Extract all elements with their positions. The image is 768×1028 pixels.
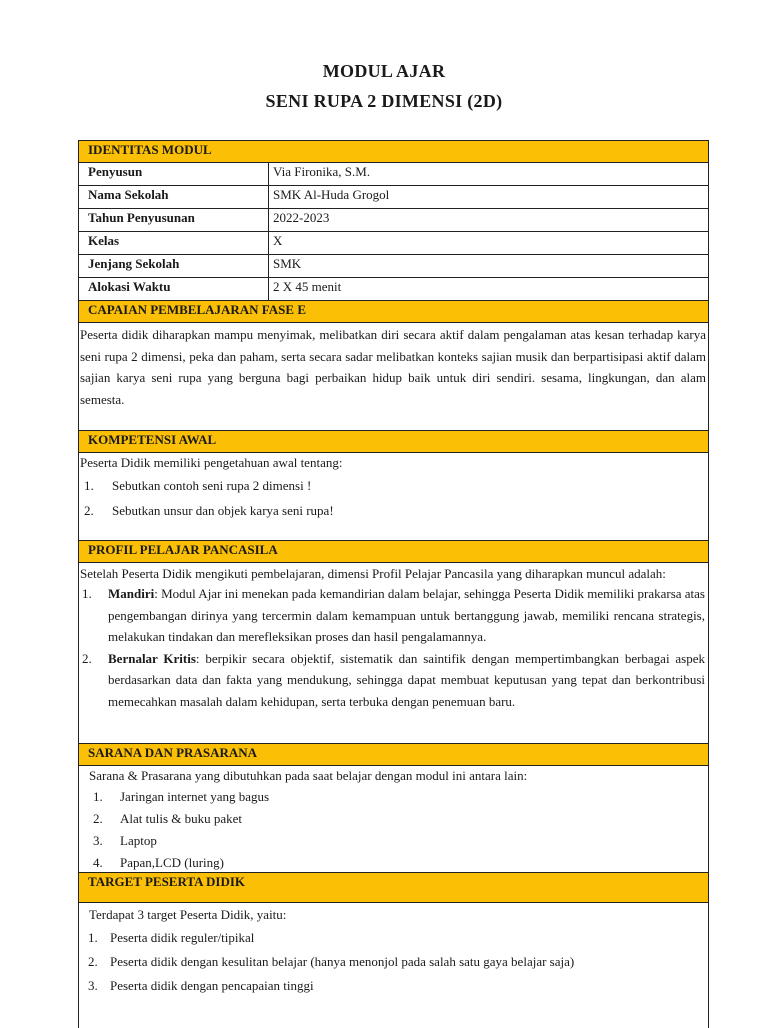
identity-row [79,278,708,301]
target-intro: Terdapat 3 target Peserta Didik, yaitu: [89,907,287,922]
list-text: Sebutkan unsur dan objek karya seni rupa! [112,503,334,518]
identity-value: X [273,233,283,248]
target-section [79,903,708,1028]
list-text: Jaringan internet yang bagus [120,789,270,804]
capaian-text: Peserta didik diharapkan mampu menyimak, melibatkan diri secara aktif dalam pengalaman atas kesan terhadap karya seni rupa 2 dimensi, peka dan paham, serta secara sadar melibatkan konteks sajian musik dan berpartisipasi aktif dalam sajian karya seni rupa yang berguna bagi perbaikan hidup baik untuk diri sendiri. sesama, lingkungan, dan alam semesta. [80,327,706,407]
sarana-list [79,786,708,874]
profil-intro: Setelah Peserta Didik mengikuti pembelajaran, dimensi Profil Pelajar Pancasila yang diharapkan muncul adalah: [80,566,666,581]
list-text: Peserta didik dengan pencapaian tinggi [110,978,314,993]
list-number: 4. [93,855,103,870]
profil-list [79,583,708,712]
list-text: Laptop [120,833,157,848]
list-item [79,786,708,808]
section-header-profil: PROFIL PELAJAR PANCASILA [79,541,708,563]
identity-label: Alokasi Waktu [79,278,269,300]
list-number: 1. [88,930,98,945]
list-number: 2. [82,650,92,666]
profil-description: : Modul Ajar ini menekan pada kemandirian dalam belajar, sehingga Peserta Didik memiliki prakarsa atas pengembangan dirinya yang tercermin dalam kemampuan untuk bertanggung jawab, memiliki rencana strategis, melakukan tindakan dan merefleksikan proses dan hasil pengalamannya. [108,586,705,644]
kompetensi-list [79,473,708,523]
list-text: Peserta didik reguler/tipikal [110,930,255,945]
list-number: 2. [88,954,98,969]
list-number: 1. [93,789,103,804]
list-text [108,583,705,648]
list-item [79,950,708,974]
list-item [79,926,708,950]
sarana-section [79,766,708,873]
list-item [79,583,708,648]
identity-row [79,255,708,278]
list-item [79,648,708,713]
identity-row [79,232,708,255]
list-number: 2. [93,811,103,826]
list-number: 2. [84,503,94,518]
section-header-capaian: CAPAIAN PEMBELAJARAN FASE E [79,301,708,323]
module-table [78,140,709,1028]
identity-label: Penyusun [79,163,269,185]
identity-row [79,186,708,209]
identity-value: 2 X 45 menit [273,279,342,294]
list-item [79,830,708,852]
identity-value: SMK [273,256,302,271]
sarana-intro: Sarana & Prasarana yang dibutuhkan pada saat belajar dengan modul ini antara lain: [89,768,528,783]
kompetensi-intro: Peserta Didik memiliki pengetahuan awal tentang: [80,455,343,470]
list-item [79,808,708,830]
profil-term: Bernalar Kritis [108,650,196,666]
list-text: Alat tulis & buku paket [120,811,243,826]
kompetensi-section [79,453,708,541]
list-text: Papan,LCD (luring) [120,855,224,870]
profil-term: Mandiri [108,586,155,601]
capaian-section [79,323,708,431]
identity-label: Jenjang Sekolah [79,255,269,277]
profil-section [79,563,708,744]
identity-label: Nama Sekolah [79,186,269,208]
target-list [79,926,708,998]
section-header-identitas: IDENTITAS MODUL [79,141,708,163]
list-text: Peserta didik dengan kesulitan belajar (hanya menonjol pada salah satu gaya belajar saja) [110,954,575,969]
section-header-kompetensi: KOMPETENSI AWAL [79,431,708,453]
identity-value: Via Fironika, S.M. [273,164,371,179]
identity-value: SMK Al-Huda Grogol [273,187,390,202]
identity-value: 2022-2023 [273,210,330,225]
list-number: 3. [93,833,103,848]
list-number: 1. [82,586,92,601]
list-text: Sebutkan contoh seni rupa 2 dimensi ! [112,478,312,493]
list-item [79,852,708,874]
section-header-target: TARGET PESERTA DIDIK [79,873,708,903]
identity-row [79,163,708,186]
list-number: 1. [84,478,94,493]
identity-row [79,209,708,232]
identity-label: Tahun Penyusunan [79,209,269,231]
identity-label: Kelas [79,232,269,254]
list-text [108,648,705,713]
list-item [79,498,708,523]
profil-description: : berpikir secara objektif, sistematik dan saintifik dengan mempertimbangkan berbagai aspek berdasarkan data dan fakta yang mendukung, sehingga dapat membuat keputusan yang tepat dan berkontribusi memecahkan masalah dalam kehidupan, serta terbuka dengan penemuan baru. [108,650,705,709]
document-title: MODUL AJAR [322,61,446,81]
list-item [79,473,708,498]
document-subtitle: SENI RUPA 2 DIMENSI (2D) [265,91,503,111]
section-header-sarana: SARANA DAN PRASARANA [79,744,708,766]
list-item [79,974,708,998]
list-number: 3. [88,978,98,993]
